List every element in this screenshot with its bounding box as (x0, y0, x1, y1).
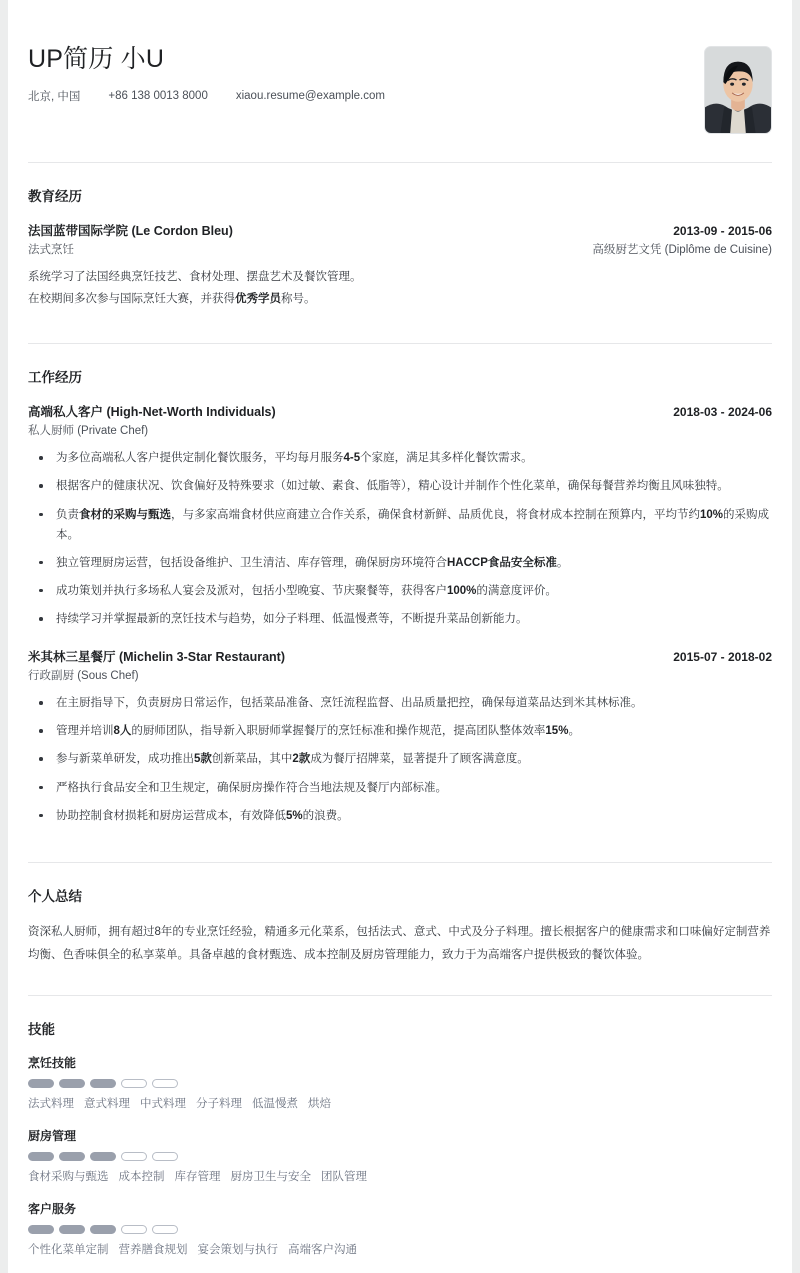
skill-pill-filled (59, 1152, 85, 1161)
bullet-highlight: 10% (700, 508, 724, 521)
skill-level-meter (28, 1225, 772, 1234)
work-entry-header (28, 402, 772, 420)
work-entry-subheader (28, 422, 772, 438)
work-bullet: 协助控制食材损耗和厨房运营成本，有效降低5%的浪费。 (28, 806, 772, 826)
skill-pill-filled (90, 1225, 116, 1234)
section-education (28, 134, 772, 309)
work-entry (28, 402, 772, 629)
section-skills (28, 967, 772, 1257)
avatar (704, 46, 772, 134)
education-entry-subheader (28, 241, 772, 257)
work-date: 2015-07 - 2018-02 (673, 650, 772, 665)
skill-pill-filled (59, 1225, 85, 1234)
skill-tag: 团队管理 (321, 1170, 367, 1183)
education-school: 法国蓝带国际学院 (Le Cordon Bleu) (28, 224, 233, 238)
skill-tag-list (28, 1241, 772, 1257)
skill-group (28, 1054, 772, 1111)
work-company: 米其林三星餐厅 (Michelin 3-Star Restaurant) (28, 650, 285, 665)
education-entry-header (28, 221, 772, 239)
contact-phone: +86 138 0013 8000 (108, 90, 208, 102)
resume-header (28, 0, 772, 134)
skill-tag: 烘焙 (308, 1097, 331, 1110)
skill-tag: 营养膳食规划 (118, 1243, 188, 1256)
skill-tag: 意式料理 (84, 1097, 130, 1110)
education-detail-2 (28, 289, 772, 309)
skill-tag: 食材采购与甄选 (28, 1170, 109, 1183)
section-title-work: 工作经历 (28, 370, 82, 386)
section-title-skills: 技能 (28, 1021, 55, 1037)
skill-group-name: 厨房管理 (28, 1128, 77, 1143)
education-detail-2-pre: 在校期间多次参与国际烹饪大赛，并获得 (28, 293, 235, 306)
section-title-education: 教育经历 (28, 189, 82, 204)
work-bullet: 根据客户的健康状况、饮食偏好及特殊要求（如过敏、素食、低脂等），精心设计并制作个性化菜单，确保每餐营养均衡且风味独特。 (28, 476, 772, 496)
work-bullet: 负责食材的采购与甄选，与多家高端食材供应商建立合作关系，确保食材新鲜、品质优良，将食材成本控制在预算内，平均节约10%的采购成本。 (28, 505, 772, 545)
section-divider (28, 862, 772, 863)
skill-tag: 分子料理 (196, 1097, 242, 1110)
work-bullet: 管理并培训8人的厨师团队，指导新入职厨师掌握餐厅的烹饪标准和操作规范，提高团队整体效率15%。 (28, 721, 772, 741)
skill-pill-empty (152, 1079, 178, 1088)
section-title-summary: 个人总结 (28, 888, 82, 904)
work-date: 2018-03 - 2024-06 (673, 405, 772, 420)
skill-tag: 高端客户沟通 (288, 1243, 357, 1256)
bullet-highlight: 5款 (194, 753, 212, 766)
skill-tag: 库存管理 (174, 1170, 221, 1183)
education-degree: 高级厨艺文凭 (Diplôme de Cuisine) (592, 244, 772, 256)
skill-tag: 个性化菜单定制 (28, 1243, 109, 1256)
contact-list (28, 88, 704, 104)
bullet-highlight: HACCP食品安全标准 (447, 556, 557, 569)
work-bullet: 在主厨指导下，负责厨房日常运作，包括菜品准备、烹饪流程监督、出品质量把控，确保每道菜品达到米其林标准。 (28, 693, 772, 713)
skill-pill-filled (90, 1152, 116, 1161)
education-detail-2-post: 称号。 (281, 293, 316, 306)
work-bullet: 为多位高端私人客户提供定制化餐饮服务，平均每月服务4-5个家庭，满足其多样化餐饮需求。 (28, 448, 772, 468)
work-position: 私人厨师 (Private Chef) (28, 425, 149, 438)
page-margin-right (792, 0, 800, 1273)
work-entry (28, 647, 772, 826)
contact-email: xiaou.resume@example.com (235, 90, 385, 102)
skill-pill-filled (59, 1079, 85, 1088)
skill-tag: 中式料理 (140, 1097, 186, 1110)
work-bullet: 严格执行食品安全和卫生规定，确保厨房操作符合当地法规及餐厅内部标准。 (28, 778, 772, 798)
header-info (28, 44, 704, 104)
skill-tag: 厨房卫生与安全 (230, 1170, 311, 1183)
work-position: 行政副厨 (Sous Chef) (28, 670, 139, 683)
work-entry-subheader (28, 667, 772, 683)
section-divider (28, 995, 772, 996)
education-date: 2013-09 - 2015-06 (673, 224, 772, 238)
work-bullet: 独立管理厨房运营，包括设备维护、卫生清洁、库存管理，确保厨房环境符合HACCP食品安全标准。 (28, 553, 772, 573)
section-work (28, 315, 772, 826)
work-bullet: 成功策划并执行多场私人宴会及派对，包括小型晚宴、节庆聚餐等，获得客户100%的满意度评价。 (28, 581, 772, 601)
skill-pill-empty (121, 1079, 147, 1088)
bullet-highlight: 2款 (292, 753, 311, 766)
bullet-highlight: 8人 (113, 725, 132, 738)
page-margin-left (0, 0, 8, 1273)
bullet-highlight: 5% (286, 809, 303, 822)
education-major: 法式烹饪 (28, 244, 74, 256)
skill-tag: 宴会策划与执行 (197, 1243, 278, 1256)
section-divider (28, 162, 772, 163)
summary-text: 资深私人厨师，拥有超过8年的专业烹饪经验，精通多元化菜系，包括法式、意式、中式及分子料理。擅长根据客户的健康需求和口味偏好定制营养均衡、色香味俱全的私享菜单。具备卓越的食材甄选、成本控制及厨房管理能力，致力于为高端客户提供极致的餐饮体验。 (28, 925, 771, 961)
bullet-highlight: 食材的采购与甄选 (79, 508, 171, 521)
skill-tag-list (28, 1095, 772, 1111)
work-bullet-list (28, 448, 772, 629)
education-entry (28, 221, 772, 309)
work-company: 高端私人客户 (High-Net-Worth Individuals) (28, 405, 276, 420)
skill-level-meter (28, 1079, 772, 1088)
education-detail-2-highlight: 优秀学员 (235, 293, 281, 306)
skill-group (28, 1200, 772, 1257)
section-divider (28, 343, 772, 344)
bullet-highlight: 4-5 (343, 452, 361, 465)
skill-pill-filled (28, 1152, 54, 1161)
skill-pill-empty (152, 1152, 178, 1161)
skill-tag-list (28, 1168, 772, 1184)
skill-pill-empty (152, 1225, 178, 1234)
bullet-highlight: 100% (447, 584, 477, 597)
skill-tag: 低温慢煮 (252, 1097, 298, 1110)
skill-tag: 法式料理 (28, 1097, 74, 1110)
work-entry-header (28, 647, 772, 665)
skill-tag: 成本控制 (118, 1170, 165, 1183)
skill-pill-filled (90, 1079, 116, 1088)
skill-group-name: 烹饪技能 (28, 1055, 77, 1070)
section-summary (28, 834, 772, 967)
skill-group (28, 1127, 772, 1184)
bullet-highlight: 15% (545, 725, 569, 738)
skill-level-meter (28, 1152, 772, 1161)
skill-pill-empty (121, 1225, 147, 1234)
work-bullet-list (28, 693, 772, 826)
education-detail-1: 系统学习了法国经典烹饪技艺、食材处理、摆盘艺术及餐饮管理。 (28, 271, 362, 283)
skill-pill-filled (28, 1079, 54, 1088)
work-bullet: 持续学习并掌握最新的烹饪技术与趋势，如分子料理、低温慢煮等，不断提升菜品创新能力。 (28, 609, 772, 629)
contact-location: 北京, 中国 (28, 91, 81, 103)
skill-pill-empty (121, 1152, 147, 1161)
page-title: UP简历 小U (28, 45, 165, 73)
work-bullet: 参与新菜单研发，成功推出5款创新菜品，其中2款成为餐厅招牌菜，显著提升了顾客满意度。 (28, 749, 772, 769)
skill-pill-filled (28, 1225, 54, 1234)
portrait-photo-icon (705, 47, 771, 133)
skill-group-name: 客户服务 (28, 1201, 77, 1216)
